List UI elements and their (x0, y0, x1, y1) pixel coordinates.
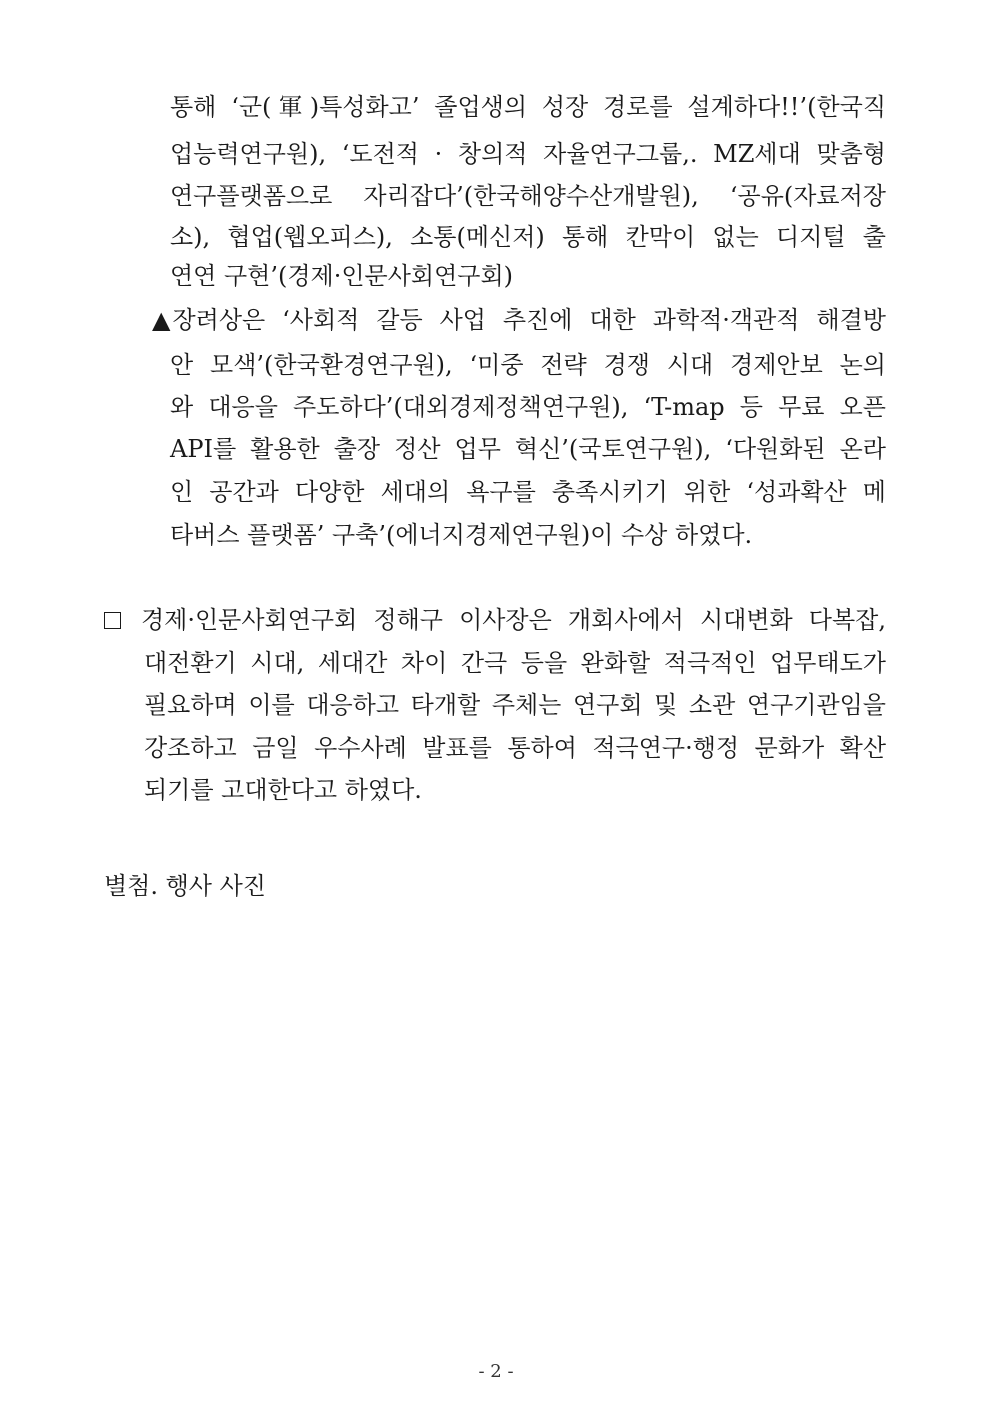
text-line: 소), 협업(웹오피스), 소통(메신저) 통해 칸막이 없는 디지털 출 (170, 223, 886, 251)
text-line-content: 경제·인문사회연구회 정해구 이사장은 개회사에서 시대변화 다복잡, (141, 606, 886, 634)
text-line: 연구플랫폼으로 자리잡다’(한국해양수산개발원), ‘공유(자료저장 (170, 182, 886, 210)
text-line: 통해 ‘군(軍)특성화고’ 졸업생의 성장 경로를 설계하다!!’(한국직 (170, 93, 886, 121)
text-line: 되기를 고대한다고 하였다. (144, 776, 422, 804)
text-line: API를 활용한 출장 정산 업무 혁신’(국토연구원), ‘다원화된 온라 (170, 435, 886, 463)
page-number: - 2 - (478, 1361, 514, 1382)
text-line: 연연 구현’(경제·인문사회연구회) (170, 262, 514, 290)
text-line: 필요하며 이를 대응하고 타개할 주체는 연구회 및 소관 연구기관임을 (144, 691, 886, 719)
square-bullet-icon (104, 612, 121, 629)
text-line-content: 장려상은 ‘사회적 갈등 사업 추진에 대한 과학적·객관적 해결방 (172, 306, 886, 334)
text-line: 대전환기 시대, 세대간 차이 간극 등을 완화할 적극적인 업무태도가 (144, 649, 886, 677)
text-line: 타버스 플랫폼’ 구축’(에너지경제연구원)이 수상 하였다. (170, 521, 753, 549)
text-line: 와 대응을 주도하다’(대외경제정책연구원), ‘T-map 등 무료 오픈 (170, 393, 886, 421)
text-line: 인 공간과 다양한 세대의 욕구를 충족시키기 위한 ‘성과확산 메 (170, 478, 886, 506)
text-line (152, 305, 886, 335)
triangle-bullet-icon: ▲ (152, 306, 171, 334)
text-line: 강조하고 금일 우수사례 발표를 통하여 적극연구·행정 문화가 확산 (144, 734, 886, 762)
attachment-note: 별첨. 행사 사진 (104, 872, 266, 900)
text-line (104, 605, 886, 635)
text-line: 업능력연구원), ‘도전적 · 창의적 자율연구그룹,. MZ세대 맞춤형 (170, 140, 886, 168)
text-line: 안 모색’(한국환경연구원), ‘미중 전략 경쟁 시대 경제안보 논의 (170, 351, 886, 379)
